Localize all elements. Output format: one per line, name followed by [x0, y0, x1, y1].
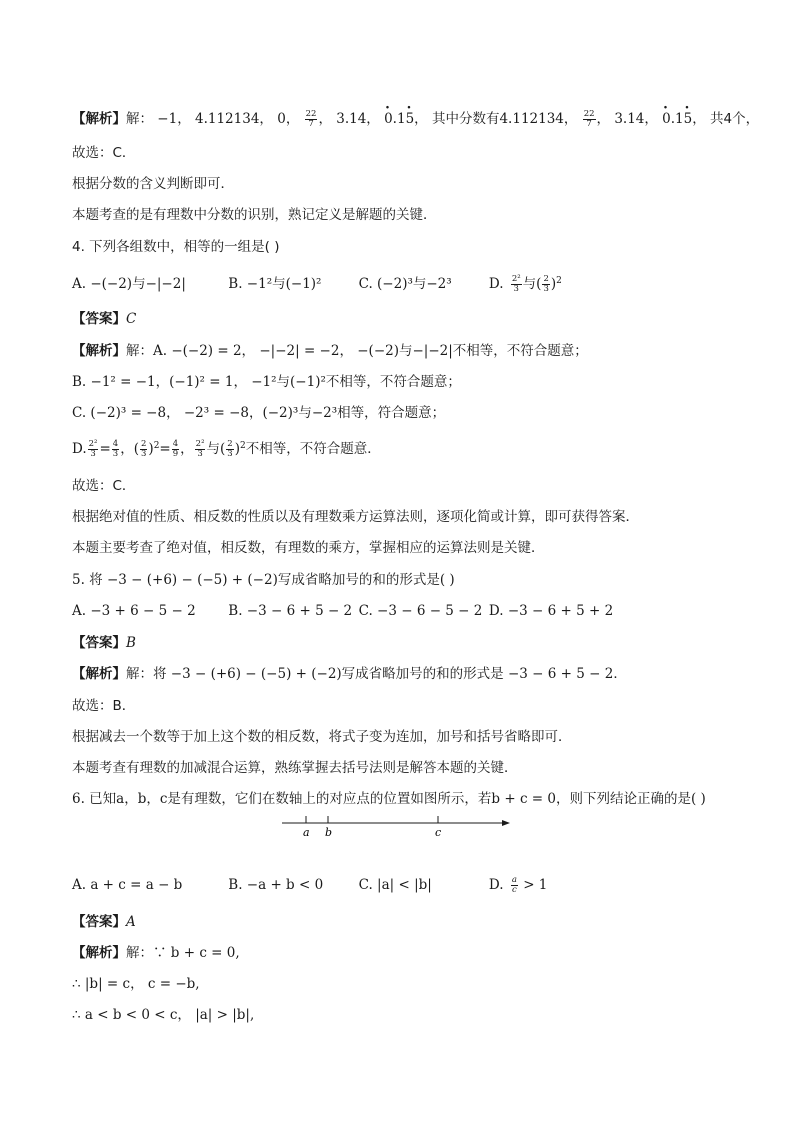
axis-label-b: b	[325, 826, 333, 839]
q6-option-d: D. $\frac{a}{c}$ > 1	[488, 875, 548, 895]
q4-option-a: A. −(−2)与−|−2|	[72, 276, 186, 292]
q6-options	[72, 874, 547, 896]
fraction-22-7-b: $\frac{22}{7}$	[583, 108, 595, 129]
q4-question: 4. 下列各组数中，相等的一组是( )	[72, 239, 280, 255]
axis-label-a: a	[303, 826, 310, 839]
q5-options	[72, 600, 613, 622]
q4-analysis-b: B. −1² = −1，(−1)² = 1， −1²与(−1)²不相等，不符合题意；	[72, 374, 461, 390]
q3-method: 根据分数的含义判断即可．	[72, 176, 234, 192]
q4-analysis-a: 【解析】解：A. −(−2) = 2， −|−2| = −2， −(−2)与−|−2|不相等，不符合题意；	[72, 343, 588, 359]
q5-method: 根据减去一个数等于加上这个数的相反数，将式子变为连加，加号和括号省略即可．	[72, 729, 572, 745]
repeating-decimal-b: · 0.1· 5	[662, 111, 692, 127]
q3-choose: 故选：C．	[72, 145, 136, 161]
q5-option-c: C. −3 − 6 − 5 − 2	[358, 603, 483, 619]
q5-analysis: 【解析】解：将 −3 − (+6) − (−5) + (−2)写成省略加号的和的形式是 −3 − 6 + 5 − 2．	[72, 666, 627, 682]
q4-choose: 故选：C．	[72, 478, 136, 494]
q6-option-b: B. −a + b < 0	[228, 877, 324, 893]
q6-option-a: A. a + c = a − b	[72, 877, 183, 893]
q4-option-c: C. (−2)³与−2³	[358, 276, 452, 292]
q6-analysis-1: 【解析】解：∵ b + c = 0,	[72, 945, 240, 961]
axis-label-c: c	[435, 826, 442, 839]
q6-option-c: C. |a| < |b|	[358, 877, 432, 893]
q5-answer: 【答案】B	[72, 635, 136, 651]
q5-summary: 本题考查有理数的加减混合运算，熟练掌握去括号法则是解答本题的关键．	[72, 760, 518, 776]
q5-option-d: D. −3 − 6 + 5 + 2	[488, 603, 614, 619]
q4-answer: 【答案】C	[72, 311, 137, 327]
q4-option-d: D. $\frac{\text{2²}}{3}$ 与( $\frac{2}{3}$ )$^2$	[488, 274, 562, 294]
q4-analysis-c: C. (−2)³ = −8， −2³ = −8，(−2)³与−2³相等，符合题意；	[72, 405, 446, 421]
number-line-diagram	[282, 812, 512, 848]
q4-method: 根据绝对值的性质、相反数的性质以及有理数乘方运算法则，逐项化简或计算，即可获得答案．	[72, 509, 639, 525]
q6-analysis-2: ∴ |b| = c， c = −b,	[72, 976, 200, 992]
q5-choose: 故选：B．	[72, 698, 136, 714]
q3-summary: 本题考查的是有理数中分数的识别，熟记定义是解题的关键．	[72, 207, 437, 223]
analysis-label: 【解析】	[72, 111, 126, 127]
q4-option-b: B. −1²与(−1)²	[228, 276, 322, 292]
q4-analysis-d: D. $\frac{\text{2²}}{3}$ = $\frac{4}{3}$ ，( $\frac{2}{3}$ )$^2$= $\frac{4}{9}$ ， $\frac{\text{2²}}{3}$ 与( $\frac{2}{3}$ )$^2$不相等，不符合题意．	[72, 439, 381, 459]
q4-summary: 本题主要考查了绝对值，相反数，有理数的乘方，掌握相应的运算法则是关键．	[72, 540, 545, 556]
q5-question: 5. 将 −3 − (+6) − (−5) + (−2)写成省略加号的和的形式是( )	[72, 572, 455, 588]
q6-question: 6. 已知a，b，c是有理数，它们在数轴上的对应点的位置如图所示，若b + c = 0，则下列结论正确的是( )	[72, 791, 706, 807]
fraction-22-7: $\frac{22}{7}$	[305, 108, 317, 129]
q6-answer: 【答案】A	[72, 914, 136, 930]
q3-analysis-line: 【解析】解： −1， 4.112134， 0， $\frac{22}{7}$ ， 3.14， · 0.1· 5， 其中分数有4.112134， $\frac{22}{7}$ ， 3.14， · 0.1· 5， 共4个，	[72, 108, 759, 130]
q5-option-b: B. −3 − 6 + 5 − 2	[228, 603, 353, 619]
q6-analysis-3: ∴ a < b < 0 < c， |a| > |b|,	[72, 1007, 255, 1023]
q5-option-a: A. −3 + 6 − 5 − 2	[72, 603, 196, 619]
q4-options	[72, 273, 562, 295]
repeating-decimal: · 0.1· 5	[384, 111, 414, 127]
